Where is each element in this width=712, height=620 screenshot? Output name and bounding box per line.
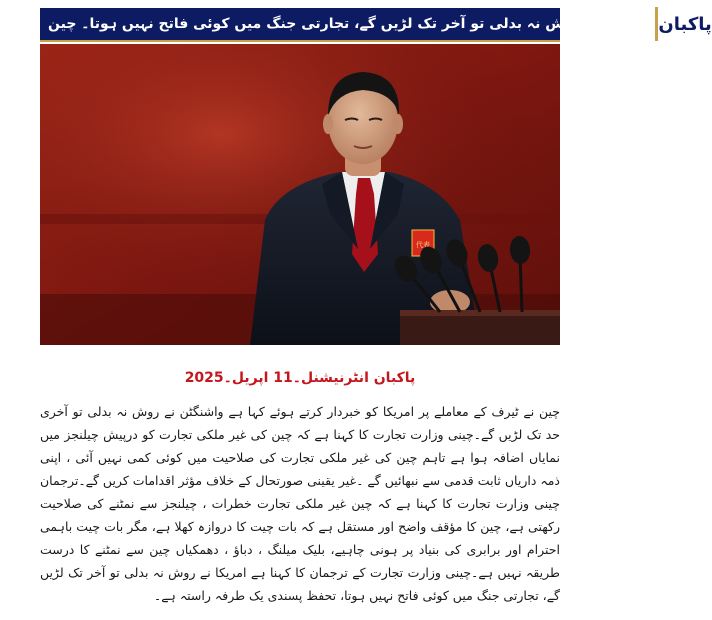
- headline-text: امریکا نے روش نہ بدلی تو آخر تک لڑیں گے، تجارتی جنگ میں کوئی فاتح نہیں ہوتا۔ چین: [48, 16, 646, 32]
- badge-text: 代表: [416, 241, 430, 249]
- article-body: چین نے ٹیرف کے معاملے پر امریکا کو خبردار کرتے ہوئے کہا ہے واشنگٹن نے روش نہ بدلی تو آخری حد تک لڑیں گے۔چینی وزارت تجارت کا کہنا ہے کہ چین کی غیر ملکی تجارت کو درپیش چیلنجز میں نمایاں اضافہ ہوا ہے تاہم چین کی غیر ملکی تجارت کی صلاحیت میں کوئی کمی نہیں آئی ، اپنی ذمہ داریاں ثابت قدمی سے نبھائیں گے ۔غیر یقینی صورتحال کے خلاف مؤثر اقدامات کریں گے۔ترجمان چینی وزارت تجارت کا کہنا ہے کہ چین غیر ملکی تجارت خطرات ، چیلنجز سے نمٹنے کی صلاحیت رکھتی ہے، چین کا مؤقف واضح اور مستقل ہے کہ بات چیت کا دروازہ کھلا ہے، مگر بات چیت باہمی احترام اور برابری کی بنیاد پر ہونی چاہیے، بلیک میلنگ ، دباؤ ، دھمکیاں چین سے نمٹنے کا درست طریقہ نہیں ہے۔چینی وزارت تجارت کے ترجمان کا کہنا ہے امریکا نے روش نہ بدلی تو آخر تک لڑیں گے، تجارتی جنگ میں کوئی فاتح نہیں ہوتا، تحفظ پسندی یک طرفہ راستہ ہے۔: [40, 404, 560, 603]
- speaker-at-podium-image: [40, 44, 560, 345]
- dateline: پاکبان انٹرنیشنل۔11 اپریل۔2025: [184, 370, 416, 386]
- podium: [400, 314, 560, 345]
- headline-banner: [40, 8, 712, 42]
- news-photo: [40, 44, 560, 345]
- brand-logo: [655, 7, 711, 41]
- brand-name: پاکبان: [658, 13, 712, 35]
